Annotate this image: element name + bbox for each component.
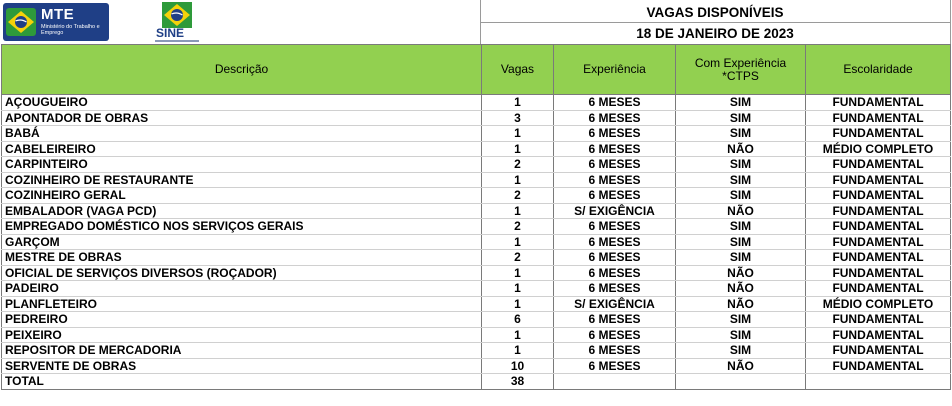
cell-experiencia: 6 MESES <box>554 281 676 297</box>
page-date: 18 DE JANEIRO DE 2023 <box>636 26 794 41</box>
cell-experiencia: 6 MESES <box>554 343 676 359</box>
table-row <box>2 265 951 281</box>
table-row <box>2 343 951 359</box>
cell-descricao: OFICIAL DE SERVIÇOS DIVERSOS (ROÇADOR) <box>2 265 482 281</box>
cell-descricao: EMPREGADO DOMÉSTICO NOS SERVIÇOS GERAIS <box>2 219 482 235</box>
cell-experiencia: S/ EXIGÊNCIA <box>554 296 676 312</box>
cell-descricao: AÇOUGUEIRO <box>2 95 482 111</box>
total-empty-cell <box>554 374 676 390</box>
cell-experiencia: 6 MESES <box>554 95 676 111</box>
cell-descricao: CARPINTEIRO <box>2 157 482 173</box>
cell-escolaridade: FUNDAMENTAL <box>806 157 951 173</box>
cell-experiencia: 6 MESES <box>554 358 676 374</box>
column-header-descricao: Descrição <box>2 45 482 95</box>
cell-vagas: 1 <box>482 327 554 343</box>
cell-escolaridade: FUNDAMENTAL <box>806 188 951 204</box>
mte-logo <box>3 3 109 41</box>
table-row <box>2 219 951 235</box>
cell-experiencia: 6 MESES <box>554 327 676 343</box>
cell-experiencia: 6 MESES <box>554 250 676 266</box>
table-row <box>2 358 951 374</box>
cell-ctps: SIM <box>676 188 806 204</box>
cell-descricao: SERVENTE DE OBRAS <box>2 358 482 374</box>
cell-vagas: 1 <box>482 296 554 312</box>
cell-escolaridade: FUNDAMENTAL <box>806 95 951 111</box>
cell-ctps: NÃO <box>676 358 806 374</box>
cell-vagas: 1 <box>482 234 554 250</box>
header-border-right <box>950 0 951 44</box>
cell-descricao: REPOSITOR DE MERCADORIA <box>2 343 482 359</box>
cell-experiencia: S/ EXIGÊNCIA <box>554 203 676 219</box>
cell-ctps: NÃO <box>676 141 806 157</box>
cell-descricao: BABÁ <box>2 126 482 142</box>
cell-ctps: NÃO <box>676 281 806 297</box>
table-row <box>2 110 951 126</box>
cell-vagas: 1 <box>482 281 554 297</box>
cell-escolaridade: FUNDAMENTAL <box>806 343 951 359</box>
cell-vagas: 1 <box>482 95 554 111</box>
cell-ctps: NÃO <box>676 203 806 219</box>
cell-descricao: PEDREIRO <box>2 312 482 328</box>
cell-vagas: 2 <box>482 157 554 173</box>
cell-escolaridade: FUNDAMENTAL <box>806 234 951 250</box>
total-empty-cell <box>806 374 951 390</box>
cell-vagas: 10 <box>482 358 554 374</box>
cell-escolaridade: FUNDAMENTAL <box>806 327 951 343</box>
cell-escolaridade: FUNDAMENTAL <box>806 250 951 266</box>
column-header-experiencia: Experiência <box>554 45 676 95</box>
cell-vagas: 1 <box>482 126 554 142</box>
brazil-flag-icon <box>6 8 36 36</box>
cell-vagas: 6 <box>482 312 554 328</box>
cell-ctps: SIM <box>676 250 806 266</box>
total-row <box>2 374 951 390</box>
cell-vagas: 1 <box>482 343 554 359</box>
sine-logo <box>152 2 202 44</box>
total-empty-cell <box>676 374 806 390</box>
cell-ctps: SIM <box>676 343 806 359</box>
cell-experiencia: 6 MESES <box>554 265 676 281</box>
cell-ctps: SIM <box>676 126 806 142</box>
cell-experiencia: 6 MESES <box>554 234 676 250</box>
cell-vagas: 1 <box>482 203 554 219</box>
cell-vagas: 3 <box>482 110 554 126</box>
table-row <box>2 157 951 173</box>
column-header-vagas: Vagas <box>482 45 554 95</box>
cell-vagas: 1 <box>482 172 554 188</box>
table-row <box>2 141 951 157</box>
cell-ctps: NÃO <box>676 296 806 312</box>
cell-escolaridade: FUNDAMENTAL <box>806 172 951 188</box>
table-row <box>2 172 951 188</box>
cell-experiencia: 6 MESES <box>554 157 676 173</box>
cell-escolaridade: FUNDAMENTAL <box>806 110 951 126</box>
mte-logo-subtitle: Ministério do Trabalho e Emprego <box>41 24 100 36</box>
table-row <box>2 126 951 142</box>
table-row <box>2 296 951 312</box>
cell-experiencia: 6 MESES <box>554 188 676 204</box>
cell-experiencia: 6 MESES <box>554 126 676 142</box>
table-row <box>2 95 951 111</box>
cell-ctps: NÃO <box>676 265 806 281</box>
total-vagas: 38 <box>482 374 554 390</box>
cell-ctps: SIM <box>676 312 806 328</box>
table-row <box>2 281 951 297</box>
sine-logo-underline <box>155 40 199 42</box>
cell-descricao: COZINHEIRO DE RESTAURANTE <box>2 172 482 188</box>
table-row <box>2 203 951 219</box>
table-header-row <box>2 45 951 95</box>
cell-ctps: SIM <box>676 95 806 111</box>
cell-descricao: PLANFLETEIRO <box>2 296 482 312</box>
cell-escolaridade: FUNDAMENTAL <box>806 265 951 281</box>
cell-ctps: SIM <box>676 110 806 126</box>
cell-ctps: SIM <box>676 157 806 173</box>
cell-ctps: SIM <box>676 219 806 235</box>
column-header-escolaridade: Escolaridade <box>806 45 951 95</box>
cell-descricao: GARÇOM <box>2 234 482 250</box>
cell-escolaridade: FUNDAMENTAL <box>806 281 951 297</box>
cell-vagas: 2 <box>482 219 554 235</box>
cell-descricao: PEIXEIRO <box>2 327 482 343</box>
cell-vagas: 1 <box>482 265 554 281</box>
table-row <box>2 234 951 250</box>
table-row <box>2 188 951 204</box>
cell-descricao: APONTADOR DE OBRAS <box>2 110 482 126</box>
cell-ctps: SIM <box>676 172 806 188</box>
cell-experiencia: 6 MESES <box>554 172 676 188</box>
cell-experiencia: 6 MESES <box>554 219 676 235</box>
cell-descricao: EMBALADOR (VAGA PCD) <box>2 203 482 219</box>
cell-descricao: PADEIRO <box>2 281 482 297</box>
cell-vagas: 2 <box>482 188 554 204</box>
cell-vagas: 1 <box>482 141 554 157</box>
cell-escolaridade: MÉDIO COMPLETO <box>806 141 951 157</box>
total-label: TOTAL <box>2 374 482 390</box>
cell-descricao: CABELEIREIRO <box>2 141 482 157</box>
cell-experiencia: 6 MESES <box>554 110 676 126</box>
cell-escolaridade: FUNDAMENTAL <box>806 312 951 328</box>
sine-logo-text: SINE <box>156 26 185 40</box>
cell-escolaridade: MÉDIO COMPLETO <box>806 296 951 312</box>
brazil-flag-icon <box>162 2 192 28</box>
column-header-ctps: Com Experiência *CTPS <box>676 45 806 95</box>
cell-escolaridade: FUNDAMENTAL <box>806 219 951 235</box>
cell-experiencia: 6 MESES <box>554 141 676 157</box>
cell-ctps: SIM <box>676 234 806 250</box>
vacancies-table <box>1 44 951 390</box>
cell-vagas: 2 <box>482 250 554 266</box>
cell-descricao: MESTRE DE OBRAS <box>2 250 482 266</box>
mte-logo-text: MTE <box>41 6 75 23</box>
cell-escolaridade: FUNDAMENTAL <box>806 358 951 374</box>
table-row <box>2 327 951 343</box>
table-row <box>2 250 951 266</box>
cell-descricao: COZINHEIRO GERAL <box>2 188 482 204</box>
cell-ctps: SIM <box>676 327 806 343</box>
cell-experiencia: 6 MESES <box>554 312 676 328</box>
cell-escolaridade: FUNDAMENTAL <box>806 203 951 219</box>
table-row <box>2 312 951 328</box>
page-title: VAGAS DISPONÍVEIS <box>646 5 784 20</box>
cell-escolaridade: FUNDAMENTAL <box>806 126 951 142</box>
